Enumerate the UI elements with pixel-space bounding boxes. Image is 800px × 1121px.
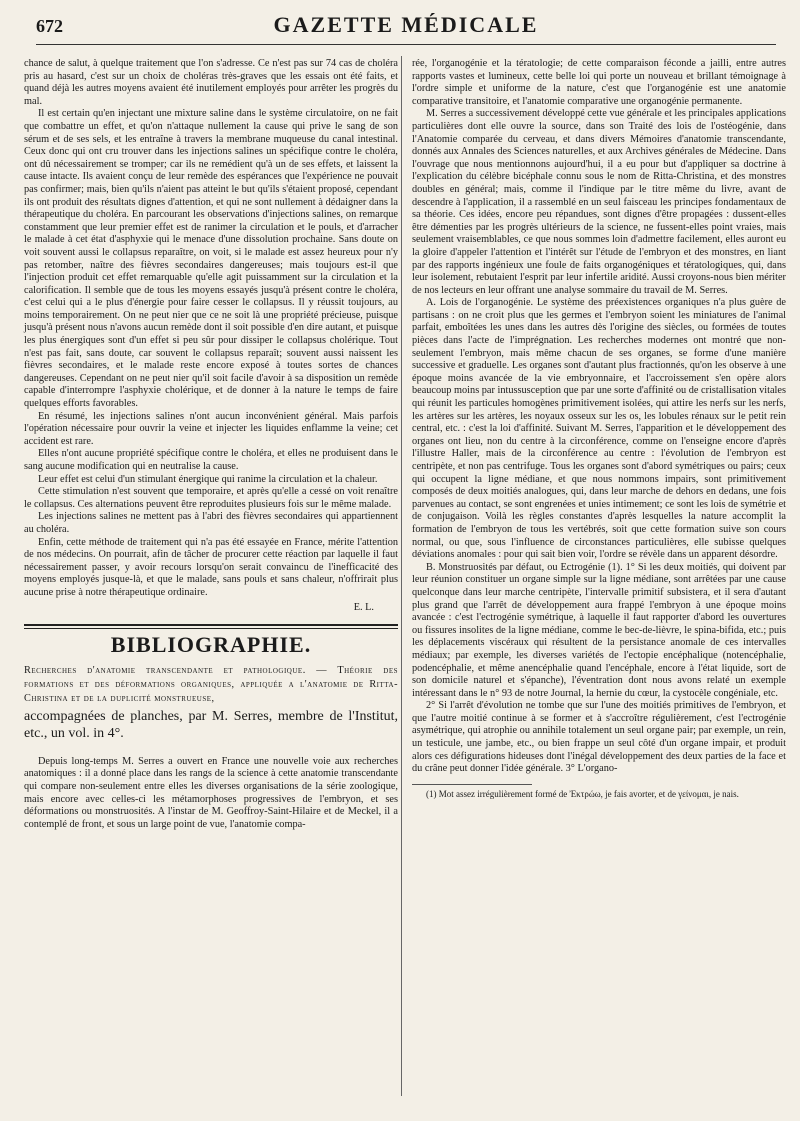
paragraph: Depuis long-temps M. Serres a ouvert en France une nouvelle voie aux recherches anatomiques : il a donné place dans les rangs de la science à cette anatomie transcendante qui compare non-seulement entre elles les diverses organisations de la série zoologique, mais encore avec celles-ci les métamorphoses progressives de l'embryon, et ses déformations ou monstruosités. A l'instar de M. Geoffroy-Saint-Hilaire et de Meckel, il a contemplé de front, et sous un large point de vue, l'anatomie compa- [24, 755, 398, 830]
paragraph: chance de salut, à quelque traitement que l'on s'adresse. Ce n'est pas sur 74 cas de choléra pris au hasard, c'est sur un choix de choléras très-graves que les essais ont été faits, et quand déjà les autres moyens avaient été inutilement employés pour arrêter les progrès du mal. [24, 58, 398, 107]
paragraph: Les injections salines ne mettent pas à l'abri des fièvres secondaires qui appartiennent au choléra. [24, 511, 398, 535]
paragraph: Il est certain qu'en injectant une mixture saline dans le système circulatoire, on ne fait que combattre un effet, et qu'on n'attaque nullement la cause qui prive le sang de son sérum et de ses sels, et les entraîne à travers la membrane muqueuse du canal intestinal. Ceux donc qui ont cru trouver dans les injections salines un spécifique contre le choléra, ont dû nécessairement se tromper; car ils ne remédient qu'à un de ses effets, et laissent la cause intacte. Ils avaient conçu de leur remède des espérances que l'expérience ne pouvait pas confirmer; mais, bien qu'ils n'aient pas atteint le but qu'ils s'étaient proposé, cependant ils ont produit des résultats dignes d'attention, et qui ne sont nullement à dédaigner dans la thérapeutique du choléra. En parcourant les observations d'injections salines, on remarque constamment que leur premier effet est de ranimer la circulation et le pouls, et d'arracher le malade à cet état d'asphyxie qui le menace d'une dissolution prochaine. Sans doute on voit souvent aussi le collapsus reparaître, on voit, si le malade est assez heureux pour n'y pas retomber, naître des fièvres secondaires dangereuses; mais toujours est-il que l'injection produit cet effet remarquable qu'elle agit puissamment sur la circulation et la calorification. Il semble que de tous les moyens essayés jusqu'à présent contre le choléra, c'est celui qui a le plus d'énergie pour faire cesser le collapsus. Il y réussit toujours, au moins temporairement. On ne peut nier que ce ne soit là une propriété précieuse, puisque jusqu'à présent nous n'avons aucun remède dont il soit possible d'en dire autant, et puisque les plus énergiques sont d'un effet si peu sûr pour dissiper le collapsus cholérique. Tout n'est pas fait, sans doute, car souvent le collapsus reparaît; souvent aussi naissent les fièvres secondaires, et le malade reste encore exposé à toutes sortes de chances dangereuses. Cependant on ne peut nier qu'il soit facile d'avoir à sa disposition un remède capable d'interrompre l'asphyxie cholérique, et de donner à la nature le temps de faire quelques efforts favorables. [24, 108, 398, 410]
bibliography-subheading: accompagnées de planches, par M. Serres, membre de l'Institut, etc., un vol. in 4°. [24, 708, 398, 741]
paragraph: Leur effet est celui d'un stimulant énergique qui ranime la circulation et la chaleur. [38, 473, 378, 485]
paragraph: A. Lois de l'organogénie. Le système des préexistences organiques n'a plus guère de partisans : on ne croit plus que les germes et l'embryon soient les miniatures de l'animal parfait, emboîtées les unes dans les autres dès l'origine des siècles, ou formées de toutes pièces dans l'acte de l'imprégnation. Les recherches modernes ont montré que non-seulement l'embryon, mais même chacun de ses organes, se forme d'une manière successive et graduelle. Les organes sont d'autant plus fractionnés, qu'on les observe à une époque moins avancée de la vie embryonnaire, et l'accroissement s'en opère alors beaucoup moins par intussusception que par une sorte d'affinité ou de cristallisation vitales qui réunit les particules homogènes primitivement isolées, qui attire les nerfs sur les nerfs, les artères sur les artères, les noyaux osseux sur les os, les lobules rénaux sur le petit rein central, etc. : c'est la loi d'affinité. Suivant M. Serres, l'apparition et le développement des organes ont lieu, non du centre à la circonférence, comme on l'enseigne encore d'après l'illustre Haller, mais de la circonférence au centre : l'évolution de l'embryon est centripète, et non pas centrifuge. Tous les organes sont d'abord symétriques ou pairs; ceux qui occupent la ligne médiane, et que nous nommons impairs, sont primitivement composés de deux moitiés analogues, qui, dans leur marche de dehors en dedans, une fois parvenues au contact, se sont engrenées et unies intimement; ce sont les lois de symétrie et de conjugaison. Voilà les règles constantes d'après lesquelles la nature accomplit la formation de l'embryon de tous les vertébrés, soit que cette formation suive son cours normal, ou que, sous l'influence de circonstances particulières, elle subisse quelques déviations anomales : pour qui sait bien voir, l'ordre se révèle dans un apparent désordre. [412, 297, 786, 561]
journal-title: GAZETTE MÉDICALE [273, 12, 539, 37]
paragraph: Elles n'ont aucune propriété spécifique contre le choléra, et elles ne produisent dans le sang aucune modification qui en neutralise la cause. [24, 448, 398, 472]
article-signature: E. L. [353, 601, 374, 613]
paragraph: Enfin, cette méthode de traitement qui n'a pas été essayée en France, mérite l'attention de nos médecins. On pourrait, afin de tâcher de procurer cette réaction par laquelle il faut nécessairement passer, y avoir recours lorsqu'on serait convaincu de l'inefficacité des moyens employés jusque-là, et que le malade, sans pouls et sans chaleur, n'offrirait plus aucune prise à notre thérapeutique ordinaire. [24, 536, 398, 598]
page-number: 672 [36, 16, 63, 36]
paragraph: En résumé, les injections salines n'ont aucun inconvénient général. Mais parfois l'opération nécessaire pour ouvrir la veine et injecter les liquides enflamme la veine; cet accident est rare. [24, 410, 398, 447]
paragraph: rée, l'organogénie et la tératologie; de cette comparaison féconde a jailli, entre autres rapports vastes et lumineux, cette belle loi qui porte un nouveau et brillant témoignage à l'ordre simple et uniforme de la nature, c'est que l'organogénie est une anatomie comparative transitoire, et l'anatomie comparative une organogénie permanente. [412, 58, 786, 107]
left-column [24, 58, 398, 831]
bibliography-title: BIBLIOGRAPHIE. [110, 632, 312, 658]
footnote: (1) Mot assez irrégulièrement formé de Ἐκτρώω, je fais avorter, et de γείνομαι, je nais. [426, 788, 739, 799]
paragraph: B. Monstruosités par défaut, ou Ectrogénie (1). 1° Si les deux moitiés, qui doivent par leur réunion constituer un organe simple sur la ligne médiane, sont arrêtées par une cause quelconque dans leur marche centripète, l'intervalle primitif subsistera, et il sera d'autant plus grand que l'arrêt de développement aura frappé l'embryon à une époque moins avancée : c'est l'ectrogénie symétrique, à laquelle il faut rapporter d'abord les ouvertures ou fissures insolites de la ligne médiane, comme le bec-de-lièvre, le spina-bifida, etc.; puis les déplacements viscéraux qui résultent de la persistance anomale de ces intervalles médiaux; par exemple, les diverses variétés de l'ectopie encéphalique (notencéphalie, podencéphalie, et même anencéphalie quand l'encéphale, encore à l'état liquide, sort de son domicile naturel et s'épanche), l'éventration dont nous avons relaté un exemple intéressant dans le n° 93 de notre Journal, la hernie du cœur, la cystocèle congéniale, etc. [412, 561, 786, 699]
footnote-rule [412, 784, 532, 785]
section-rule-thin [24, 628, 398, 629]
paragraph: 2° Si l'arrêt d'évolution ne tombe que sur l'une des moitiés primitives de l'embryon, et que l'autre moitié continue à se former et à s'accroître régulièrement, c'est l'ectrogénie asymétrique, qui atrophie ou annihile totalement un seul organe pair; par exemple, un rein, un testicule, une jambe, etc., ou bien frappe un seul côté d'un organe impair, et produit alors ces défigurations hideuses dont l'inégal développement des deux parties de la face et du crâne peut donner l'idée générale. 3° L'organo- [412, 700, 786, 775]
column-divider [401, 56, 402, 1096]
page-header [36, 12, 776, 45]
right-column [412, 58, 786, 800]
bibliography-heading: Recherches d'anatomie transcendante et pathologique. — Théorie des formations et des déformations organiques, appliquée a l'anatomie de Ritta-Christina et de la duplicité monstrueuse, [24, 664, 398, 704]
section-rule [24, 624, 398, 626]
paragraph: Cette stimulation n'est souvent que temporaire, et après qu'elle a cessé on voit renaître le collapsus. Ces alternations peuvent être reproduites plusieurs fois sur le même malade. [24, 486, 398, 510]
paragraph: M. Serres a successivement développé cette vue générale et les principales applications particulières dont elle ouvre la source, dans son Traité des lois de l'ostéogénie, dans l'Anatomie comparée du cerveau, et dans divers Mémoires d'anatomie transcendante, donnés aux Annales des Sciences naturelles, et aux Archives générales de Médecine. Dans l'ouvrage que nous mentionnons aujourd'hui, il a eu pour but d'appliquer sa doctrine à l'explication du célèbre bicéphale connu sous le nom de Ritta-Christina, et des monstres doubles en général; mais, comme il l'indique par le titre même du livre, avant de descendre à l'application, il a rassemblé en un seul faisceau les principes fondamentaux de sa théorie. Ces idées, encore peu répandues, sont dignes d'être propagées : dussent-elles être démenties par les progrès ultérieurs de la science, ne fussent-elles point vraies, mais seulement vraisemblables, ce que nous sommes loin d'admettre facilement, elles auront eu la gloire d'appeler l'attention et l'intérêt sur l'étude de l'embryon et des monstres, en liant par des rapports ingénieux une foule de faits organogéniques et tératologiques, qui, dans leur isolement, rebutaient l'esprit par leur infertile aridité. Aussi croyons-nous bien mériter de nos lecteurs en leur offrant une analyse sommaire du travail de M. Serres. [412, 108, 786, 296]
